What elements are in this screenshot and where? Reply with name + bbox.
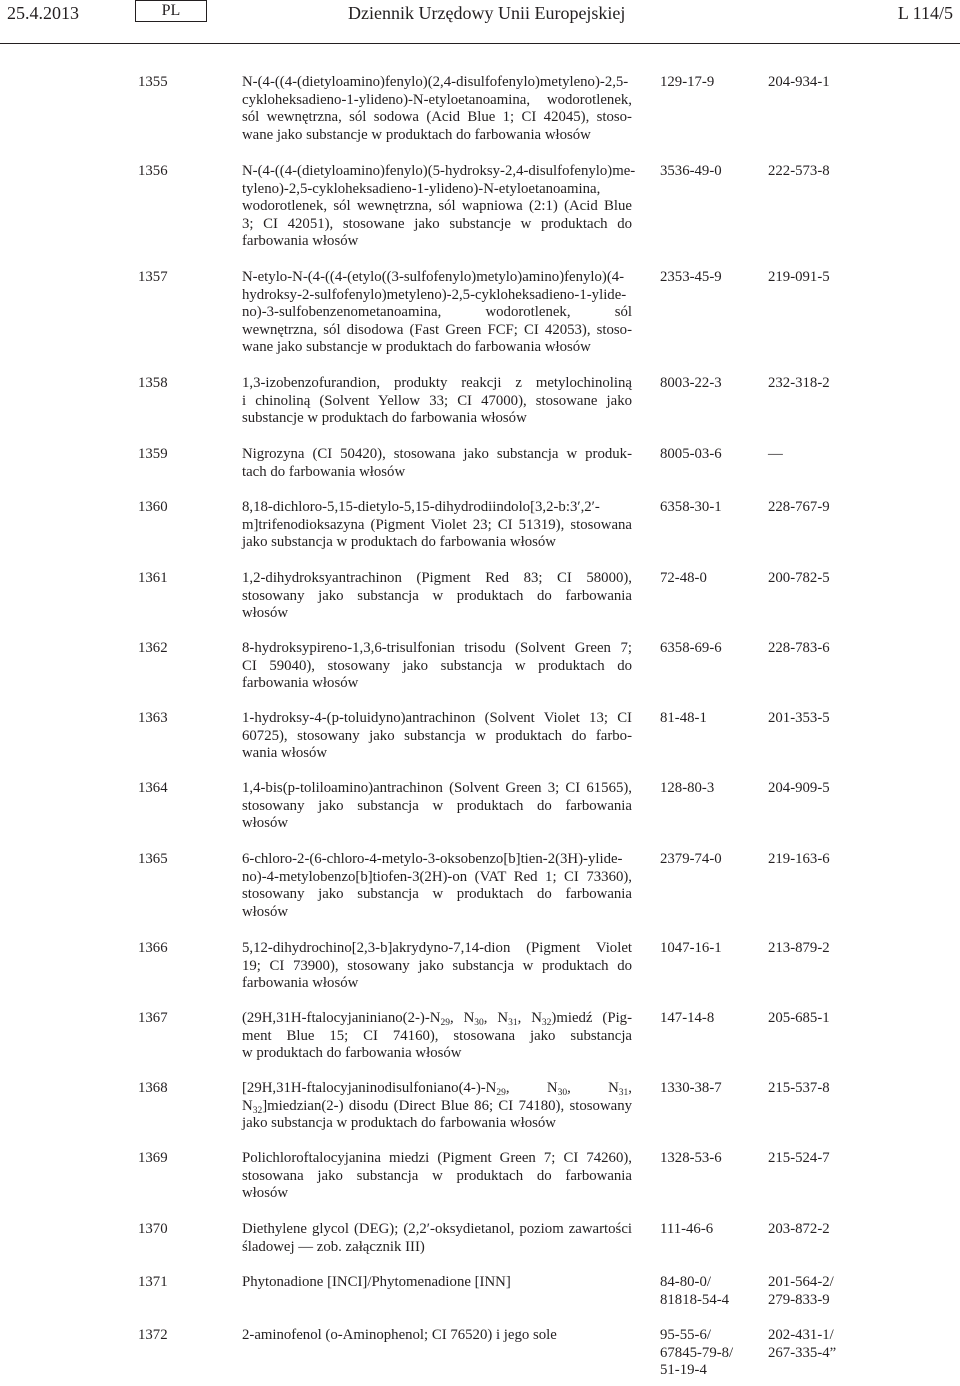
cas-value: 129-17-9	[660, 74, 715, 90]
ec-number	[768, 940, 888, 958]
description-line	[242, 1098, 632, 1116]
ec-value: 200-782-5	[768, 570, 830, 586]
page-number: L 114/5	[897, 3, 953, 23]
description-line: substancje w produktach do farbowania włosów	[242, 410, 527, 426]
cas-value: 51-19-4	[660, 1362, 707, 1378]
substance-description	[242, 780, 632, 833]
text-fragment: [29H,31H-ftalocyjaninodisulfoniano(4-)-N	[242, 1080, 497, 1096]
description-line: 1-hydroksy-4-(p-toluidyno)antrachinon (Solvent Violet 13; CI	[242, 710, 632, 726]
description-line: 1,4-bis(p-toliloamino)antrachinon (Solvent Green 3; CI 61565),	[242, 780, 632, 796]
description-line: N-(4-((4-(dietyloamino)fenylo)(5-hydroksy-2,4-disulfofenylo)me-	[242, 163, 636, 179]
journal-title: Dziennik Urzędowy Unii Europejskiej	[348, 3, 626, 23]
description-line: włosów	[242, 1185, 289, 1201]
entry-number: 1363	[138, 710, 168, 726]
ec-number	[768, 710, 888, 728]
substance-description	[242, 640, 632, 693]
text-fragment: ,	[628, 1080, 632, 1096]
description-line: stosowany jako substancja w produktach do farbowania	[242, 797, 632, 814]
cas-value: 2379-74-0	[660, 851, 722, 867]
description-line: Nigrozyna (CI 50420), stosowana jako substancja w produk-	[242, 446, 632, 462]
cas-number	[660, 269, 760, 287]
cas-value: 147-14-8	[660, 1010, 715, 1026]
text-fragment: , N	[449, 1010, 475, 1026]
description-line: śladowej — zob. załącznik III)	[242, 1238, 425, 1255]
entry-number: 1368	[138, 1080, 168, 1096]
ec-number	[768, 640, 888, 658]
ec-value: 204-909-5	[768, 780, 830, 796]
substance-description	[242, 570, 632, 623]
ec-value: 203-872-2	[768, 1221, 830, 1237]
description-line: wewnętrzna, sól disodowa (Fast Green FCF; CI 42053), stoso-	[242, 321, 632, 338]
ec-value: 201-564-2/	[768, 1274, 834, 1290]
cas-value: 81818-54-4	[660, 1291, 730, 1308]
cas-value: 1047-16-1	[660, 940, 722, 956]
substance-description	[242, 1010, 632, 1063]
subscript: 30	[474, 1018, 484, 1028]
substance-description	[242, 1150, 632, 1203]
description-line: Phytonadione [INCI]/Phytomenadione [INN]	[242, 1274, 511, 1290]
entry-number: 1355	[138, 74, 168, 90]
description-line: 1,3-izobenzofurandion, produkty reakcji z metylochinoliną	[242, 375, 632, 391]
cas-value: 2353-45-9	[660, 269, 722, 285]
ec-value: 215-537-8	[768, 1080, 830, 1096]
ec-number	[768, 163, 888, 181]
ec-number	[768, 1150, 888, 1168]
ec-value: 204-934-1	[768, 74, 830, 90]
description-line: farbowania włosów	[242, 675, 359, 691]
subscript: 29	[496, 1088, 506, 1098]
substance-description	[242, 851, 632, 921]
text-fragment: , N	[517, 1010, 542, 1026]
entry-number: 1365	[138, 851, 168, 867]
description-line: jako substancja w produktach do farbowania włosów	[242, 534, 556, 550]
ec-value: 219-163-6	[768, 851, 830, 867]
ec-value: 228-767-9	[768, 499, 830, 515]
substance-description	[242, 446, 632, 481]
description-line: 6-chloro-2-(6-chloro-4-metylo-3-oksobenzo[b]tien-2(3H)-ylide-	[242, 851, 623, 867]
cas-number	[660, 710, 760, 728]
cas-number	[660, 499, 760, 517]
description-line: stosowana jako substancja w produktach do farbowania	[242, 1167, 632, 1184]
text-fragment: N	[242, 1097, 253, 1114]
ec-number	[768, 499, 888, 517]
ec-number	[768, 1080, 888, 1098]
description-line: 3; CI 42051), stosowane jako substancje w produktach do	[242, 215, 632, 232]
substance-description	[242, 1327, 632, 1345]
text-fragment: , N	[483, 1010, 509, 1026]
description-line: 2-aminofenol (o-Aminophenol; CI 76520) i jego sole	[242, 1327, 557, 1343]
ec-value: 228-783-6	[768, 640, 830, 656]
text-fragment: , N	[505, 1080, 558, 1096]
description-line: ment Blue 15; CI 74160), stosowana jako substancja	[242, 1027, 632, 1044]
ec-number	[768, 780, 888, 798]
description-line: wane jako substancje w produktach do farbowania włosów	[242, 339, 591, 355]
cas-value: 81-48-1	[660, 710, 707, 726]
substance-description	[242, 940, 632, 993]
substance-description	[242, 1080, 632, 1133]
description-line	[242, 1080, 632, 1098]
description-line: m]trifenodioksazyna (Pigment Violet 23; CI 51319), stosowana	[242, 516, 632, 533]
cas-value: 67845-79-8/	[660, 1344, 734, 1361]
description-line: N-etylo-N-(4-((4-(etylo((3-sulfofenylo)metylo)amino)fenylo)(4-	[242, 269, 625, 285]
cas-value: 95-55-6/	[660, 1327, 711, 1343]
ec-value: 202-431-1/	[768, 1327, 834, 1343]
cas-number	[660, 851, 760, 869]
substance-description	[242, 1221, 632, 1256]
description-line: Diethylene glycol (DEG); (2,2′-oksydietanol, poziom zawartości	[242, 1221, 632, 1237]
cas-number	[660, 163, 760, 181]
cas-number	[660, 1010, 760, 1028]
cas-number	[660, 1274, 760, 1309]
subscript: 32	[541, 1018, 552, 1028]
cas-number	[660, 1221, 760, 1239]
description-line: włosów	[242, 815, 289, 831]
ec-value: 267-335-4”	[768, 1344, 837, 1361]
cas-number	[660, 1150, 760, 1168]
description-line	[242, 1010, 632, 1028]
description-line: 19; CI 73900), stosowany jako substancja w produktach do	[242, 957, 632, 974]
cas-value: 84-80-0/	[660, 1274, 711, 1290]
substance-description	[242, 499, 632, 552]
cas-value: 1330-38-7	[660, 1080, 722, 1096]
ec-number	[768, 1327, 888, 1362]
cas-value: 6358-30-1	[660, 499, 722, 515]
cas-number	[660, 74, 760, 92]
cas-value: 8005-03-6	[660, 446, 722, 462]
ec-number	[768, 1010, 888, 1028]
entry-number: 1357	[138, 269, 168, 285]
subscript: 32	[252, 1105, 263, 1116]
publication-date: 25.4.2013	[7, 3, 79, 23]
description-line: 8-hydroksypireno-1,3,6-trisulfonian trisodu (Solvent Green 7;	[242, 640, 632, 656]
substance-description	[242, 1274, 632, 1292]
description-line: 60725), stosowany jako substancja w produktach do farbo-	[242, 727, 632, 744]
ec-number	[768, 269, 888, 287]
description-line: tach do farbowania włosów	[242, 463, 406, 480]
substance-description	[242, 269, 632, 357]
ec-number	[768, 1221, 888, 1239]
entry-number: 1356	[138, 163, 168, 179]
entry-number: 1371	[138, 1274, 168, 1290]
subscript: 29	[440, 1018, 450, 1028]
page-header	[0, 0, 960, 44]
description-line: CI 59040), stosowany jako substancja w produktach do	[242, 657, 632, 674]
ec-number	[768, 375, 888, 393]
entry-number: 1362	[138, 640, 168, 656]
text-fragment: ]miedzian(2-) disodu (Direct Blue 86; CI 74180), stosowany	[262, 1097, 632, 1114]
entry-number: 1367	[138, 1010, 168, 1026]
description-line: tyleno)-2,5-cykloheksadieno-1-ylideno)-N-etyloetanoamina,	[242, 180, 601, 197]
substance-description	[242, 163, 636, 251]
substance-description	[242, 74, 632, 144]
ec-value: 215-524-7	[768, 1150, 830, 1166]
description-line: jako substancja w produktach do farbowania włosów	[242, 1115, 556, 1131]
cas-value: 1328-53-6	[660, 1150, 722, 1166]
description-line: no)-4-metylobenzo[b]tiofen-3(2H)-on (VAT Red 1; CI 73360),	[242, 868, 632, 885]
description-line: w produktach do farbowania włosów	[242, 1045, 462, 1061]
cas-value: 3536-49-0	[660, 163, 722, 179]
text-fragment: , N	[567, 1080, 619, 1096]
ec-value: 219-091-5	[768, 269, 830, 285]
cas-number	[660, 780, 760, 798]
ec-number	[768, 1274, 888, 1309]
text-fragment: )miedź (Pig-	[551, 1010, 632, 1026]
cas-value: 8003-22-3	[660, 375, 722, 391]
description-line: 1,2-dihydroksyantrachinon (Pigment Red 83; CI 58000),	[242, 570, 632, 586]
ec-number	[768, 570, 888, 588]
cas-number	[660, 570, 760, 588]
description-line: 5,12-dihydrochino[2,3-b]akrydyno-7,14-dion (Pigment Violet	[242, 940, 632, 956]
entry-number: 1370	[138, 1221, 168, 1237]
description-line: farbowania włosów	[242, 975, 359, 991]
entry-number: 1361	[138, 570, 168, 586]
description-line: Polichloroftalocyjanina miedzi (Pigment Green 7; CI 74260),	[242, 1150, 632, 1166]
ec-value: 201-353-5	[768, 710, 830, 726]
cas-number	[660, 940, 760, 958]
header-rule	[0, 43, 960, 44]
ec-number	[768, 74, 888, 92]
ec-value: 279-833-9	[768, 1291, 830, 1308]
entry-number: 1372	[138, 1327, 168, 1343]
entry-number: 1364	[138, 780, 168, 796]
entry-number: 1369	[138, 1150, 168, 1166]
cas-number	[660, 640, 760, 658]
description-line: no)-3-sulfobenzenometanoamina, wodorotlenek, sól	[242, 304, 632, 320]
description-line: włosów	[242, 903, 289, 920]
ec-value: 205-685-1	[768, 1010, 830, 1026]
substance-description	[242, 375, 632, 428]
ec-value: —	[768, 446, 783, 462]
cas-number	[660, 375, 760, 393]
entry-number: 1358	[138, 375, 168, 391]
description-line: stosowany jako substancja w produktach do farbowania	[242, 886, 632, 902]
description-line: N-(4-((4-(dietyloamino)fenylo)(2,4-disulfofenylo)metyleno)-2,5-	[242, 74, 629, 90]
entry-number: 1366	[138, 940, 168, 956]
description-line: 8,18-dichloro-5,15-dietylo-5,15-dihydrodiindolo[3,2-b:3′,2′-	[242, 499, 600, 515]
subscript: 31	[618, 1088, 629, 1098]
description-line: farbowania włosów	[242, 233, 359, 249]
cas-value: 6358-69-6	[660, 640, 722, 656]
entry-number: 1360	[138, 499, 168, 515]
description-line: wodorotlenek, sól wewnętrzna, sól wapniowa (2:1) (Acid Blue	[242, 198, 632, 214]
cas-value: 111-46-6	[660, 1221, 714, 1237]
description-line: cykloheksadieno-1-ylideno)-N-etyloetanoamina, wodorotlenek,	[242, 91, 632, 108]
description-line: sól wewnętrzna, sól sodowa (Acid Blue 1; CI 42045), stoso-	[242, 109, 632, 125]
description-line: stosowany jako substancja w produktach do farbowania	[242, 587, 632, 604]
description-line: wania włosów	[242, 745, 328, 761]
ec-number	[768, 851, 888, 869]
description-line: i chinoliną (Solvent Yellow 33; CI 47000), stosowane jako	[242, 392, 632, 409]
substance-description	[242, 710, 632, 763]
cas-value: 72-48-0	[660, 570, 707, 586]
description-line: hydroksy-2-sulfofenylo)metyleno)-2,5-cykloheksadieno-1-ylide-	[242, 286, 627, 303]
ec-number	[768, 446, 888, 464]
text-fragment: (29H,31H-ftalocyjaniniano(2-)-N	[242, 1010, 441, 1026]
cas-number	[660, 446, 760, 464]
ec-value: 222-573-8	[768, 163, 830, 179]
description-line: wane jako substancje w produktach do farbowania włosów	[242, 126, 591, 143]
language-code-box: PL	[135, 0, 207, 22]
entry-number: 1359	[138, 446, 168, 462]
description-line: włosów	[242, 605, 289, 621]
cas-number	[660, 1327, 760, 1380]
ec-value: 213-879-2	[768, 940, 830, 956]
subscript: 30	[557, 1088, 568, 1098]
ec-value: 232-318-2	[768, 375, 830, 391]
subscript: 31	[508, 1018, 518, 1028]
cas-value: 128-80-3	[660, 780, 715, 796]
cas-number	[660, 1080, 760, 1098]
